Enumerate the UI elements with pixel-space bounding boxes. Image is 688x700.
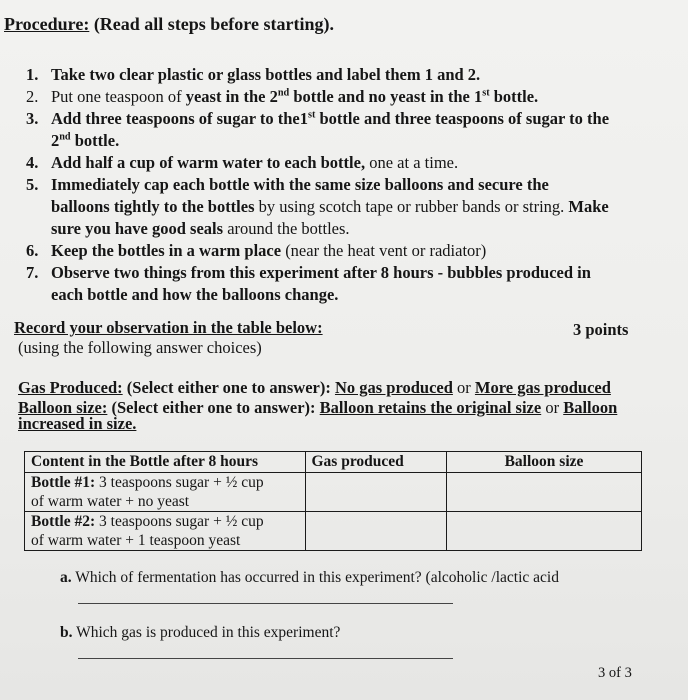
ordinal-suffix: st: [307, 109, 316, 121]
step-3: [26, 108, 609, 152]
step-text-bold: bottle.: [489, 87, 539, 106]
procedure-heading: [4, 14, 334, 35]
balloon-option-original: Balloon retains the original size: [319, 398, 542, 417]
step-number: 6.: [26, 241, 39, 260]
bottle-label: Bottle #2:: [31, 513, 96, 530]
step-text: around the bottles.: [223, 219, 350, 238]
bottle-1-gas-cell[interactable]: [305, 473, 446, 512]
question-text: Which of fermentation has occurred in this experiment? (alcoholic /lactic acid: [71, 569, 559, 586]
step-5: [26, 174, 609, 240]
gas-instruction: (Select either one to answer):: [122, 378, 335, 397]
bottle-2-content: [25, 512, 306, 551]
question-label: a.: [60, 569, 72, 586]
step-text: sure you have good seals: [51, 219, 224, 238]
answer-line-b[interactable]: [78, 658, 453, 659]
points-label: 3 points: [573, 320, 629, 339]
step-text: each bottle and how the balloons change.: [51, 285, 339, 304]
step-2: [26, 86, 538, 108]
table-header-row: [25, 452, 642, 473]
step-6: [26, 240, 486, 262]
ordinal-suffix: st: [482, 87, 490, 99]
gas-label: Gas Produced:: [18, 378, 123, 397]
step-text: balloons tightly to the bottles: [51, 197, 255, 216]
page-number: 3 of 3: [598, 665, 632, 681]
bottle-2-gas-cell[interactable]: [305, 512, 446, 551]
ordinal-suffix: nd: [277, 87, 290, 99]
procedure-label: Procedure:: [4, 14, 90, 34]
gas-choices: [18, 378, 611, 398]
header-gas: Gas produced: [305, 452, 446, 473]
content-line: of warm water + no yeast: [31, 493, 190, 510]
step-4: [26, 152, 458, 174]
ordinal-suffix: nd: [59, 131, 71, 143]
balloon-option-increased: Balloon: [563, 398, 618, 417]
record-title: Record your observation in the table below:: [14, 318, 323, 337]
step-text: Put one teaspoon of: [51, 87, 186, 106]
header-content: Content in the Bottle after 8 hours: [25, 452, 306, 473]
bottle-label: Bottle #1:: [31, 474, 96, 491]
step-number: 4.: [26, 153, 39, 172]
step-text: Make: [568, 197, 609, 216]
step-text: bottle.: [70, 131, 120, 150]
bottle-2-balloon-cell[interactable]: [446, 512, 641, 551]
question-a: [60, 569, 559, 587]
step-1: [26, 64, 480, 86]
content-line: 3 teaspoons sugar + ½ cup: [95, 474, 264, 491]
step-number: 3.: [26, 109, 39, 128]
step-text: Observe two things from this experiment after 8 hours - bubbles produced in: [51, 263, 591, 282]
bottle-1-content: [25, 473, 306, 512]
balloon-label: Balloon size:: [18, 398, 108, 417]
content-line: 3 teaspoons sugar + ½ cup: [95, 513, 264, 530]
step-text: Add three teaspoons of sugar to the1: [51, 109, 308, 128]
step-text: 2: [51, 131, 60, 150]
step-text: Take two clear plastic or glass bottles and label them 1 and 2.: [51, 65, 481, 84]
procedure-subheading: (Read all steps before starting).: [93, 14, 334, 34]
or-text: or: [452, 378, 475, 397]
step-text: (near the heat vent or radiator): [281, 241, 487, 260]
step-number: 2.: [26, 87, 39, 106]
bottle-1-balloon-cell[interactable]: [446, 473, 641, 512]
balloon-option-increased-cont: increased in size.: [18, 414, 137, 433]
question-text: Which gas is produced in this experiment?: [72, 624, 341, 641]
step-text-bold: bottle and no yeast in the 1: [289, 87, 483, 106]
step-text: Add half a cup of warm water to each bottle,: [51, 153, 366, 172]
step-text: Keep the bottles in a warm place: [51, 241, 282, 260]
header-balloon: Balloon size: [446, 452, 641, 473]
observation-table: [24, 451, 642, 551]
table-row: [25, 473, 642, 512]
step-number: 1.: [26, 65, 39, 84]
question-b: [60, 624, 340, 642]
table-row: [25, 512, 642, 551]
content-line: of warm water + 1 teaspoon yeast: [31, 532, 241, 549]
record-subtitle: (using the following answer choices): [18, 338, 262, 357]
step-text: Immediately cap each bottle with the same size balloons and secure the: [51, 175, 549, 194]
step-7: [26, 262, 591, 306]
step-number: 7.: [26, 263, 39, 282]
or-text: or: [541, 398, 564, 417]
gas-option-none: No gas produced: [334, 378, 453, 397]
step-text: one at a time.: [365, 153, 459, 172]
gas-option-more: More gas produced: [474, 378, 611, 397]
step-text: bottle and three teaspoons of sugar to the: [315, 109, 610, 128]
step-text: by using scotch tape or rubber bands or string.: [254, 197, 569, 216]
balloon-instruction: (Select either one to answer):: [107, 398, 320, 417]
step-number: 5.: [26, 175, 39, 194]
answer-line-a[interactable]: [78, 603, 453, 604]
step-text-bold: yeast in the 2: [185, 87, 278, 106]
question-label: b.: [60, 624, 73, 641]
